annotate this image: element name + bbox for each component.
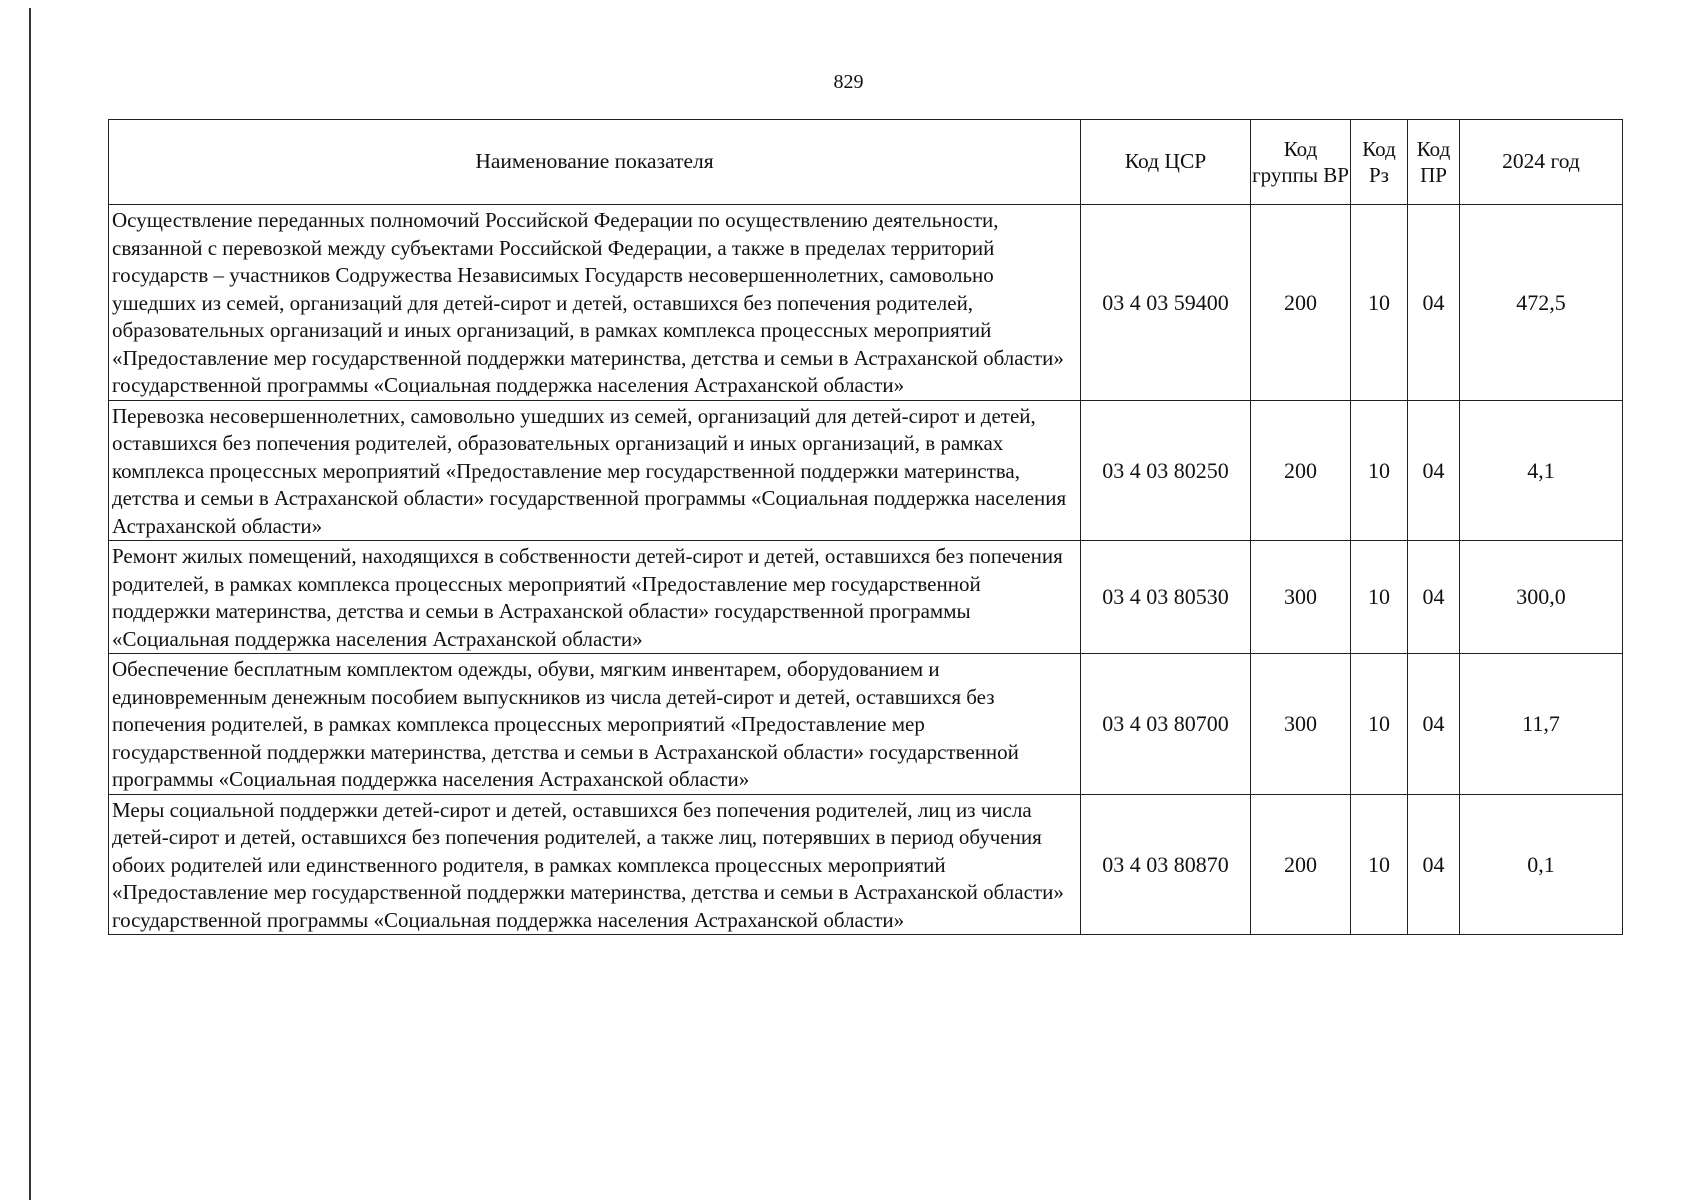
header-year: 2024 год xyxy=(1460,120,1623,205)
row-csr: 03 4 03 80870 xyxy=(1081,794,1251,935)
row-name: Ремонт жилых помещений, находящихся в собственности детей-сирот и детей, оставшихся без попечения родителей, в рамках комплекса процессных мероприятий «Предоставление мер государственной поддержки материнства, детства и семьи в Астраханской области» государственной программы «Социальная поддержка населения Астраханской области» xyxy=(109,541,1081,654)
table-row xyxy=(109,654,1623,795)
header-pr: Код ПР xyxy=(1408,120,1460,205)
row-csr: 03 4 03 80700 xyxy=(1081,654,1251,795)
table-row xyxy=(109,541,1623,654)
budget-table xyxy=(108,119,1623,935)
row-pr: 04 xyxy=(1408,541,1460,654)
row-vr: 200 xyxy=(1251,400,1351,541)
row-pr: 04 xyxy=(1408,205,1460,401)
row-name: Меры социальной поддержки детей-сирот и детей, оставшихся без попечения родителей, лиц из числа детей-сирот и детей, оставшихся без попечения родителей, а также лиц, потерявших в период обучения обоих родителей или единственного родителя, в рамках комплекса процессных мероприятий «Предоставление мер государственной поддержки материнства, детства и семьи в Астраханской области» государственной программы «Социальная поддержка населения Астраханской области» xyxy=(109,794,1081,935)
header-vr: Код группы ВР xyxy=(1251,120,1351,205)
row-vr: 300 xyxy=(1251,541,1351,654)
row-rz: 10 xyxy=(1351,654,1408,795)
page-number: 829 xyxy=(833,71,864,93)
row-pr: 04 xyxy=(1408,654,1460,795)
row-name: Перевозка несовершеннолетних, самовольно ушедших из семей, организаций для детей-сирот и детей, оставшихся без попечения родителей, образовательных организаций и иных организаций, в рамках комплекса процессных мероприятий «Предоставление мер государственной поддержки материнства, детства и семьи в Астраханской области» государственной программы «Социальная поддержка населения Астраханской области» xyxy=(109,400,1081,541)
row-name: Обеспечение бесплатным комплектом одежды, обуви, мягким инвентарем, оборудованием и единовременным денежным пособием выпускников из числа детей-сирот и детей, оставшихся без попечения родителей, в рамках комплекса процессных мероприятий «Предоставление мер государственной поддержки материнства, детства и семьи в Астраханской области» государственной программы «Социальная поддержка населения Астраханской области» xyxy=(109,654,1081,795)
row-vr: 300 xyxy=(1251,654,1351,795)
row-pr: 04 xyxy=(1408,400,1460,541)
row-value: 472,5 xyxy=(1460,205,1623,401)
row-vr: 200 xyxy=(1251,794,1351,935)
table-row xyxy=(109,205,1623,401)
row-csr: 03 4 03 80530 xyxy=(1081,541,1251,654)
header-name: Наименование показателя xyxy=(109,120,1081,205)
table-header-row xyxy=(109,120,1623,205)
row-rz: 10 xyxy=(1351,541,1408,654)
row-csr: 03 4 03 59400 xyxy=(1081,205,1251,401)
row-value: 11,7 xyxy=(1460,654,1623,795)
row-value: 300,0 xyxy=(1460,541,1623,654)
table-row xyxy=(109,794,1623,935)
row-rz: 10 xyxy=(1351,205,1408,401)
row-value: 0,1 xyxy=(1460,794,1623,935)
header-rz: Код Рз xyxy=(1351,120,1408,205)
scan-margin-line xyxy=(29,8,31,1200)
row-value: 4,1 xyxy=(1460,400,1623,541)
row-rz: 10 xyxy=(1351,400,1408,541)
table-row xyxy=(109,400,1623,541)
row-csr: 03 4 03 80250 xyxy=(1081,400,1251,541)
row-pr: 04 xyxy=(1408,794,1460,935)
row-vr: 200 xyxy=(1251,205,1351,401)
row-name: Осуществление переданных полномочий Российской Федерации по осуществлению деятельности, связанной с перевозкой между субъектами Российской Федерации, а также в пределах территорий государств – участников Содружества Независимых Государств несовершеннолетних, самовольно ушедших из семей, организаций для детей-сирот и детей, оставшихся без попечения родителей, образовательных организаций и иных организаций, в рамках комплекса процессных мероприятий «Предоставление мер государственной поддержки материнства, детства и семьи в Астраханской области» государственной программы «Социальная поддержка населения Астраханской области» xyxy=(109,205,1081,401)
row-rz: 10 xyxy=(1351,794,1408,935)
header-csr: Код ЦСР xyxy=(1081,120,1251,205)
